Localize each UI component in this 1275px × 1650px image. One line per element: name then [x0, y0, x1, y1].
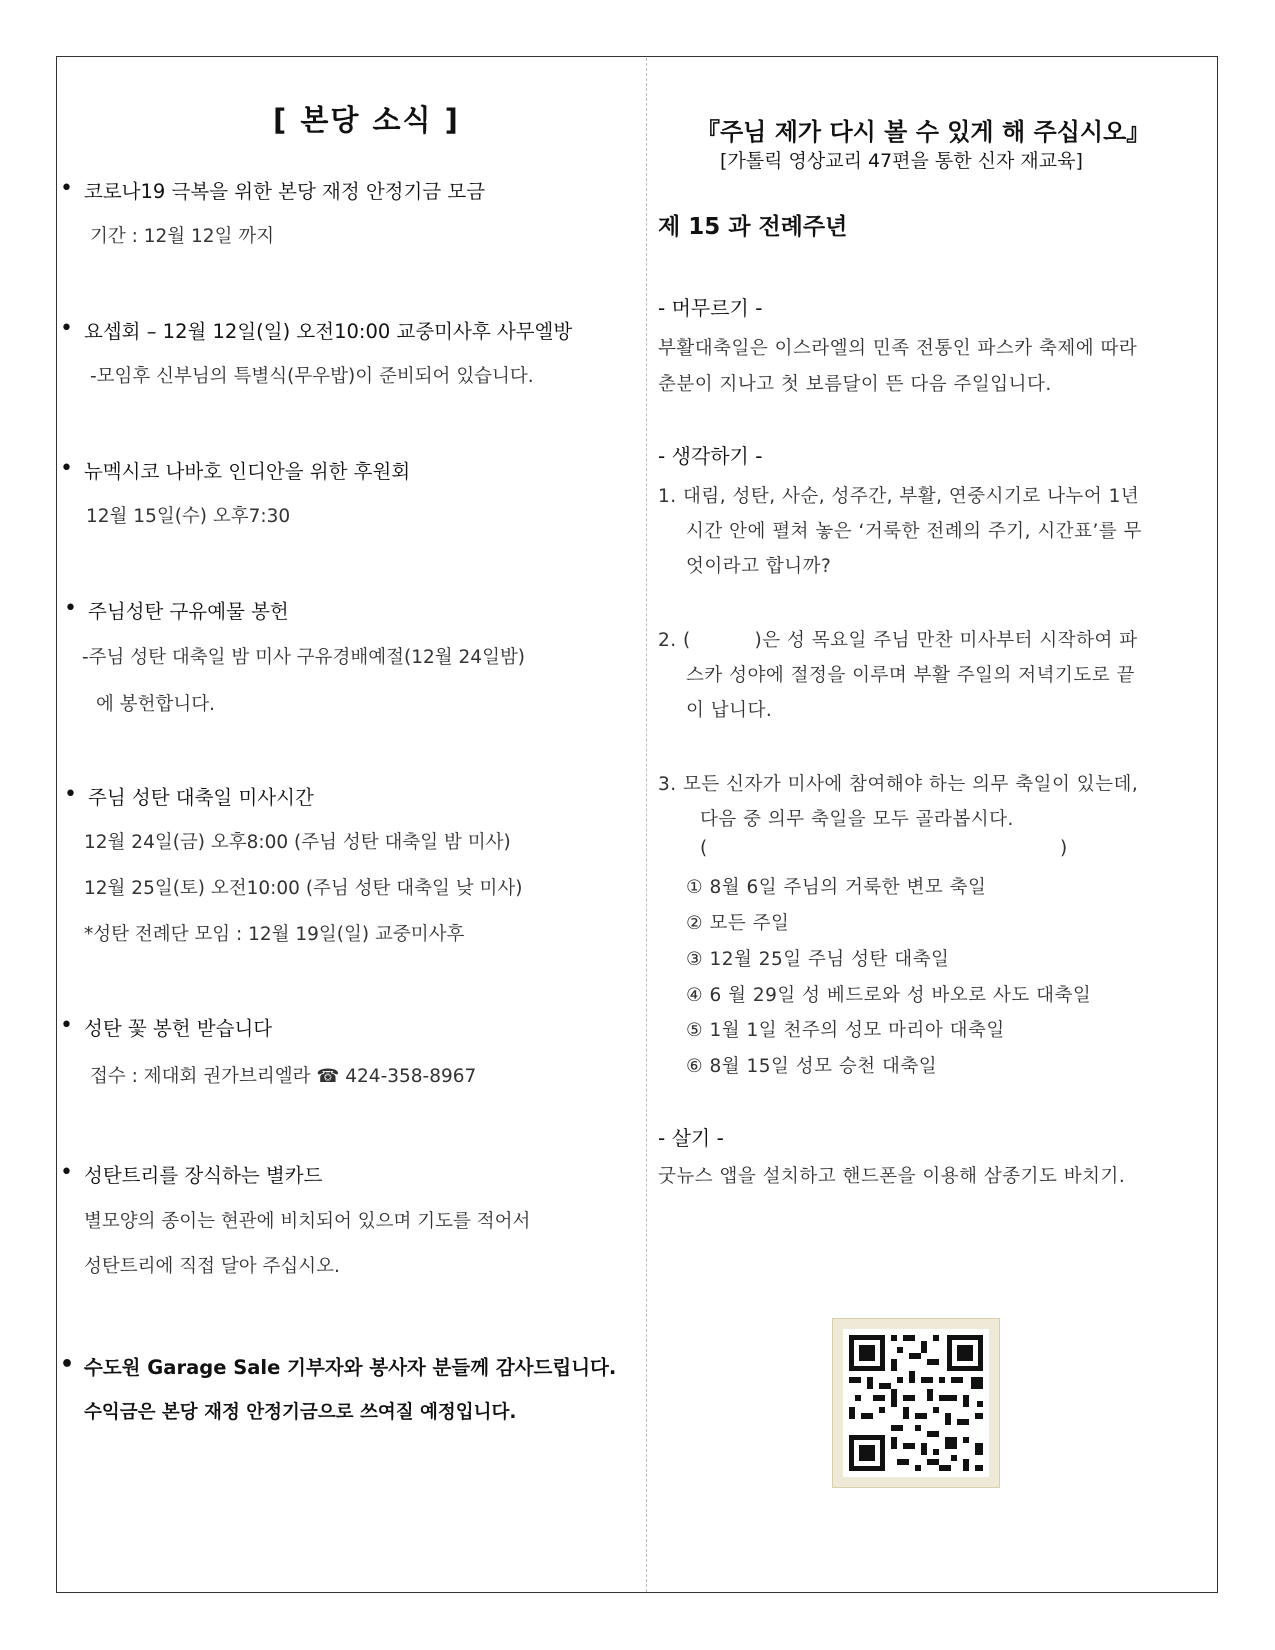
question-3-line-2: 다음 중 의무 축일을 모두 골라봅시다.: [700, 809, 1014, 830]
question-1-line-3: 엇이라고 합니까?: [686, 556, 832, 577]
answer-blank-open: (: [700, 838, 708, 859]
question-2-line-3: 이 납니다.: [686, 700, 773, 721]
qr-code-icon: [832, 1318, 1000, 1488]
notice-5-head: • 주님 성탄 대축일 미사시간: [88, 782, 314, 810]
notice-4-line-1: -주님 성탄 대축일 밤 미사 구유경배예절(12월 24일밤): [82, 647, 526, 668]
option-4: ④ 6 월 29일 성 베드로와 성 바오로 사도 대축일: [686, 985, 1092, 1006]
answer-blank-close: ): [1060, 838, 1068, 859]
live-label: - 살기 -: [658, 1126, 724, 1150]
notice-1-line-1: 기간 : 12월 12일 까지: [90, 226, 275, 247]
question-1-line-1: 1. 대림, 성탄, 사순, 성주간, 부활, 연중시기로 나누어 1년: [658, 486, 1140, 507]
notice-5-line-3: *성탄 전례단 모임 : 12월 19일(일) 교중미사후: [84, 924, 465, 945]
notice-3-line-1: 12월 15일(수) 오후7:30: [86, 506, 291, 527]
lesson-title: 제 15 과 전례주년: [658, 214, 848, 240]
notice-2-line-1: -모임후 신부님의 특별식(무우밥)이 준비되어 있습니다.: [90, 366, 534, 387]
option-5: ⑤ 1월 1일 천주의 성모 마리아 대축일: [686, 1020, 1005, 1041]
notice-8-head: • 수도원 Garage Sale 기부자와 봉사자 분들께 감사드립니다.: [84, 1352, 616, 1380]
column-divider: [646, 58, 647, 1592]
option-2: ② 모든 주일: [686, 913, 790, 934]
stay-label: - 머무르기 -: [658, 296, 763, 320]
option-1: ① 8월 6일 주님의 거룩한 변모 축일: [686, 877, 987, 898]
live-line: 굿뉴스 앱을 설치하고 핸드폰을 이용해 삼종기도 바치기.: [658, 1166, 1126, 1187]
stay-line-1: 부활대축일은 이스라엘의 민족 전통인 파스카 축제에 따라: [658, 338, 1138, 359]
stay-line-2: 춘분이 지나고 첫 보름달이 뜬 다음 주일입니다.: [658, 374, 1052, 395]
option-3: ③ 12월 25일 주님 성탄 대축일: [686, 949, 950, 970]
question-2-line-2: 스카 성야에 절정을 이루며 부활 주일의 저녁기도로 끝: [686, 665, 1135, 686]
question-1-line-2: 시간 안에 펼쳐 놓은 ‘거룩한 전례의 주기, 시간표’를 무: [686, 521, 1142, 542]
notice-4-head: • 주님성탄 구유예물 봉헌: [88, 596, 289, 624]
question-2-line-1: 2. ( )은 성 목요일 주님 만찬 미사부터 시작하여 파: [658, 630, 1138, 651]
right-subtitle: [가톨릭 영상교리 47편을 통한 신자 재교육]: [720, 150, 1083, 172]
notice-5-line-2: 12월 25일(토) 오전10:00 (주님 성탄 대축일 낮 미사): [84, 878, 523, 899]
notice-3-head: • 뉴멕시코 나바호 인디안을 위한 후원회: [84, 456, 410, 484]
option-6: ⑥ 8월 15일 성모 승천 대축일: [686, 1056, 938, 1077]
notice-6-line-1: 접수 : 제대회 권가브리엘라 ☎ 424-358-8967: [90, 1066, 477, 1087]
think-label: - 생각하기 -: [658, 444, 763, 468]
notice-5-line-1: 12월 24일(금) 오후8:00 (주님 성탄 대축일 밤 미사): [84, 832, 511, 853]
notice-1-head: • 코로나19 극복을 위한 본당 재정 안정기금 모금: [84, 176, 485, 204]
left-title: [ 본당 소식 ]: [273, 103, 460, 137]
notice-7-head: • 성탄트리를 장식하는 별카드: [84, 1160, 322, 1188]
notice-4-line-2: 에 봉헌합니다.: [96, 694, 215, 715]
notice-2-head: • 요셉회 – 12월 12일(일) 오전10:00 교중미사후 사무엘방: [84, 316, 572, 344]
notice-7-line-2: 성탄트리에 직접 달아 주십시오.: [84, 1256, 340, 1277]
notice-8-line-1: 수익금은 본당 재정 안정기금으로 쓰여질 예정입니다.: [84, 1402, 517, 1423]
notice-7-line-1: 별모양의 종이는 현관에 비치되어 있으며 기도를 적어서: [84, 1211, 531, 1232]
right-title: 『주님 제가 다시 볼 수 있게 해 주십시오』: [696, 118, 1151, 146]
notice-6-head: • 성탄 꽃 봉헌 받습니다: [84, 1013, 272, 1041]
question-3-line-1: 3. 모든 신자가 미사에 참여해야 하는 의무 축일이 있는데,: [658, 774, 1139, 795]
